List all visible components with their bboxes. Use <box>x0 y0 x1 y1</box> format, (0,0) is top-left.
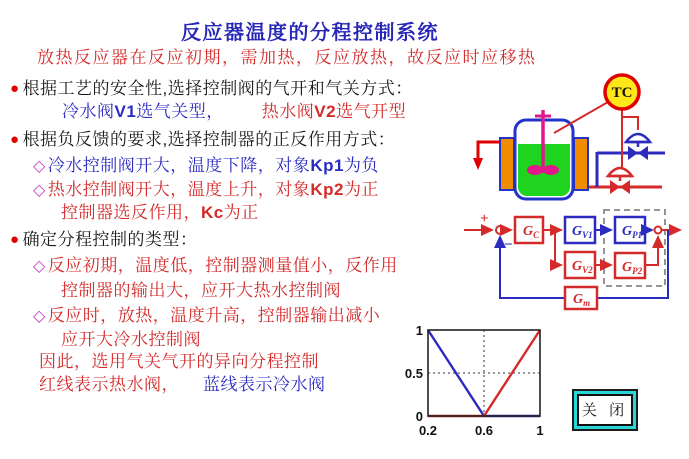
hot-water-valve-icon <box>608 168 632 194</box>
tc-instrument <box>605 75 639 109</box>
control-block-diagram <box>440 200 689 320</box>
split-range-chart <box>400 323 565 455</box>
controller-action-line: 控制器选反作用，Kc为正 <box>61 203 259 222</box>
bullet-1-text: 根据工艺的安全性,选择控制阀的气开和气关方式： <box>22 79 413 98</box>
plus-sign: + <box>480 211 489 227</box>
drain-arrow-icon <box>473 158 483 170</box>
diamond-icon: ◇ <box>33 308 46 325</box>
blue-line-legend: 蓝线表示冷水阀 <box>203 375 326 394</box>
bullet-item-2 <box>10 129 395 151</box>
cold-water-valve-icon <box>626 134 650 160</box>
x-tick-1: 1 <box>536 423 544 438</box>
chart-gridlines <box>428 330 540 416</box>
bullet-item-1 <box>10 78 413 100</box>
diamond-icon: ◇ <box>33 182 46 199</box>
initial-cont-line: 控制器的输出大，应开大热水控制阀 <box>61 281 341 300</box>
gm-label: $G_m$ <box>573 292 591 308</box>
close-button[interactable] <box>572 389 638 431</box>
y-tick-1: 1 <box>415 323 423 338</box>
gc-to-gv2-arrow <box>555 230 561 265</box>
gv2-label: $G_{V2}$ <box>572 259 593 275</box>
conclusion-line: 因此，选用气关气开的异向分程控制 <box>39 352 319 371</box>
output-junction <box>655 227 662 234</box>
gp2-to-junction-arrow <box>645 237 658 265</box>
jacket-left <box>500 138 514 190</box>
jacket-right <box>574 138 588 190</box>
drain-pipe <box>473 142 502 170</box>
diamond-item-initial: ◇ 反应初期，温度低，控制器测量值小，反作用 <box>33 256 398 275</box>
page-title: 反应器温度的分程控制系统 <box>181 22 439 44</box>
gv1-label: $G_{V1}$ <box>572 224 593 240</box>
subtitle: 放热反应器在反应初期，需加热，反应放热，故反应时应移热 <box>37 48 537 67</box>
diamond-item-reaction: ◇ 反应时，放热，温度升高，控制器输出减小 <box>33 306 381 325</box>
reactor-diagram <box>462 60 689 208</box>
diamond-item-hot: ◇ 热水控制阀开大，温度上升，对象Kp2为正 <box>33 180 379 199</box>
cold-valve-text: 冷水阀V1选气关型， <box>62 102 224 121</box>
x-tick-02: 0.2 <box>418 423 438 438</box>
valve-type-line <box>62 101 406 123</box>
bullet-icon: ● <box>10 131 20 148</box>
minus-sign: − <box>504 237 513 253</box>
sensor-line <box>554 102 608 133</box>
y-tick-05: 0.5 <box>404 366 423 381</box>
legend-line <box>39 374 326 396</box>
gp1-label: $G_{P1}$ <box>622 224 643 240</box>
diamond-icon: ◇ <box>33 158 46 175</box>
bullet-3-text: 确定分程控制的类型： <box>22 230 198 249</box>
bullet-item-3 <box>10 229 198 251</box>
diamond-icon: ◇ <box>33 258 46 275</box>
bullet-icon: ● <box>10 231 20 248</box>
tc-label: TC <box>611 85 633 101</box>
hot-valve-text: 热水阀V2选气开型 <box>261 102 407 121</box>
summing-junction <box>496 226 504 234</box>
close-button-label: 关 闭 <box>577 394 633 426</box>
red-line-legend: 红线表示热水阀， <box>39 375 179 394</box>
gc-label: $G_C$ <box>523 224 540 240</box>
x-tick-06: 0.6 <box>474 423 494 438</box>
bullet-icon: ● <box>10 80 20 97</box>
bullet-2-text: 根据负反馈的要求,选择控制器的正反作用方式： <box>22 130 396 149</box>
reaction-cont-line: 应开大冷水控制阀 <box>61 330 201 349</box>
diamond-item-cold: ◇ 冷水控制阀开大，温度下降，对象Kp1为负 <box>33 156 379 175</box>
gp2-label: $G_{P2}$ <box>622 260 643 276</box>
y-tick-0: 0 <box>415 409 423 424</box>
